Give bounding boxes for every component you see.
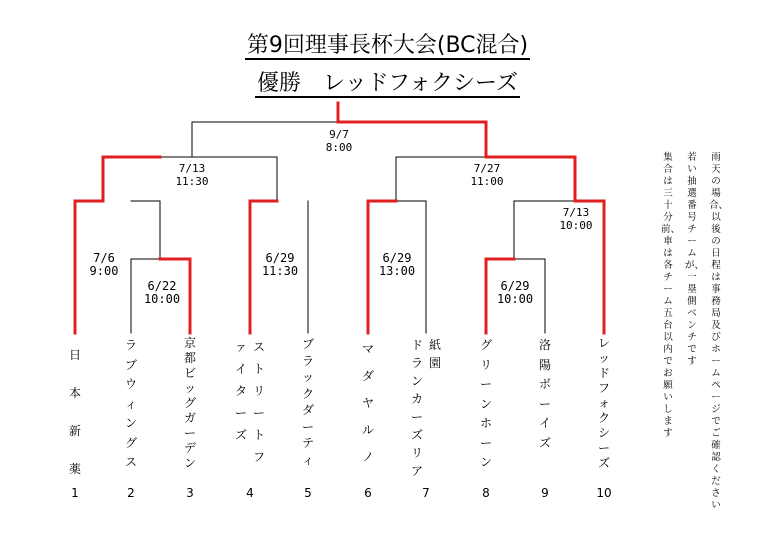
- team-number: 3: [186, 486, 194, 500]
- team-number: 5: [304, 486, 312, 500]
- match-label: [322, 128, 356, 154]
- match-time: 10:00: [559, 219, 593, 232]
- team-number: 9: [541, 486, 549, 500]
- match-time: 9:00: [89, 264, 119, 278]
- note-3: 集合は三十分前、車は各チーム五台以内でお願いします: [661, 152, 681, 439]
- match-date: 7/27: [473, 162, 501, 175]
- match-label: [255, 252, 305, 278]
- match-label: [140, 280, 184, 306]
- team-name: ラブウィングス: [124, 338, 137, 469]
- match-date: 6/29: [265, 251, 295, 265]
- match-time: 11:30: [261, 264, 299, 278]
- team-name: マダヤルノ: [361, 342, 374, 464]
- match-label: [168, 162, 216, 188]
- match-date: 6/29: [500, 279, 530, 293]
- team-name: 洛陽ボーイズ: [538, 338, 551, 450]
- team-name: グリーンホーン: [479, 338, 492, 469]
- winner-line: 優勝 レッドフォクシーズ: [257, 71, 518, 96]
- match-time: 11:00: [470, 175, 504, 188]
- match-label: [372, 252, 422, 278]
- match-date: 6/22: [147, 279, 177, 293]
- match-date: 7/6: [93, 251, 115, 265]
- team-name: レッドフォクシーズ: [597, 336, 610, 470]
- team-number: 1: [71, 486, 79, 500]
- tournament-title: 第9回理事長杯大会(BC混合): [246, 33, 529, 58]
- team-name: ブラックダーティ: [301, 337, 314, 467]
- team-name: 日本新薬: [68, 348, 81, 476]
- note-2: 若い抽選番号チームが、一塁側ベンチです: [685, 152, 705, 367]
- match-label: [490, 280, 540, 306]
- match-date: 7/13: [562, 206, 590, 219]
- match-date: 6/29: [382, 251, 412, 265]
- match-date: 9/7: [329, 128, 349, 141]
- match-label: [82, 252, 126, 278]
- team-name: ス ト リ ー ト フ ァ イ タ ー ズ: [234, 340, 265, 464]
- match-date: 7/13: [178, 162, 206, 175]
- match-time: 10:00: [496, 292, 534, 306]
- team-number: 10: [596, 486, 612, 500]
- team-name: 紙 園 ド ラ ン カ ー ズ リ ア: [410, 338, 441, 478]
- match-label: [463, 162, 511, 188]
- team-number: 2: [127, 486, 135, 500]
- team-number: 4: [246, 486, 254, 500]
- team-number: 7: [422, 486, 430, 500]
- team-number: 6: [364, 486, 372, 500]
- match-time: 11:30: [175, 175, 209, 188]
- match-time: 10:00: [143, 292, 181, 306]
- match-time: 8:00: [325, 141, 353, 154]
- team-number: 8: [482, 486, 490, 500]
- match-time: 13:00: [378, 264, 416, 278]
- match-label: [554, 206, 598, 232]
- team-name: 京都ビッグガーデン: [183, 336, 196, 470]
- note-1: 雨天の場合、以後の日程は事務局及びホームページでご確認ください: [709, 152, 729, 511]
